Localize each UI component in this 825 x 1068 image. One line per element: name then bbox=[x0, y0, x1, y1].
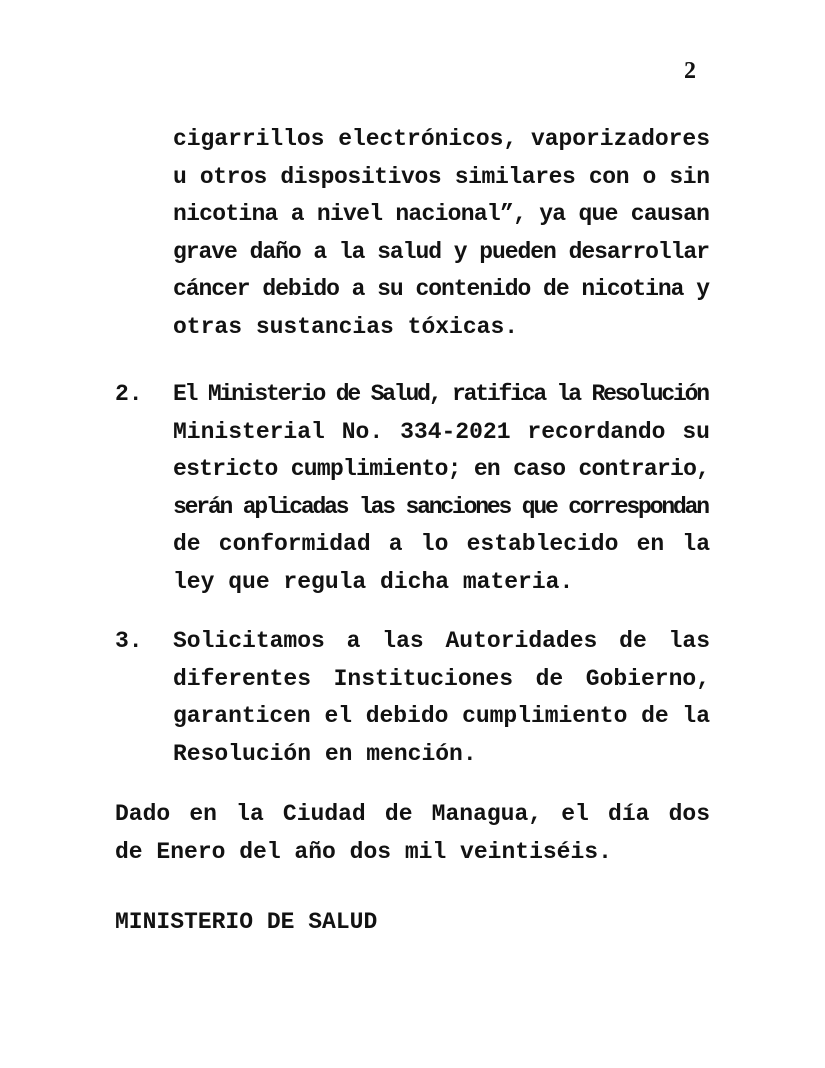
paragraph-line: de conformidad a lo establecido en la bbox=[173, 531, 710, 558]
paragraph-line: cáncer debido a su contenido de nicotina y bbox=[173, 276, 709, 303]
paragraph-line: otras sustancias tóxicas. bbox=[173, 313, 519, 340]
paragraph-line: nicotina a nivel nacional”, ya que causan bbox=[173, 201, 710, 228]
paragraph-line: grave daño a la salud y pueden desarrollar bbox=[173, 238, 709, 265]
list-item-3 bbox=[173, 623, 710, 773]
paragraph-line: estricto cumplimiento; en caso contrario, bbox=[173, 456, 710, 483]
paragraph-line: Dado en la Ciudad de Managua, el día dos bbox=[115, 801, 710, 827]
paragraph-line: ley que regula dicha materia. bbox=[173, 568, 574, 595]
signature-ministry: MINISTERIO DE SALUD bbox=[115, 909, 378, 935]
paragraph-line: serán aplicadas las sanciones que correspondan bbox=[173, 493, 708, 520]
list-item-marker: 3. bbox=[115, 628, 143, 654]
page-number: 2 bbox=[684, 58, 696, 84]
paragraph-line: de Enero del año dos mil veintiséis. bbox=[115, 838, 612, 865]
paragraph-line: El Ministerio de Salud, ratifica la Resolución bbox=[173, 381, 708, 407]
closing-paragraph bbox=[115, 796, 710, 871]
list-item-2 bbox=[173, 376, 710, 602]
paragraph-line: cigarrillos electrónicos, vaporizadores bbox=[173, 126, 710, 152]
list-item-marker: 2. bbox=[115, 381, 143, 407]
paragraph-line: Solicitamos a las Autoridades de las bbox=[173, 628, 710, 654]
paragraph-line: garanticen el debido cumplimiento de la bbox=[173, 703, 710, 730]
paragraph-line: diferentes Instituciones de Gobierno, bbox=[173, 665, 710, 692]
paragraph-line: u otros dispositivos similares con o sin bbox=[173, 163, 710, 190]
paragraph-continuation bbox=[173, 121, 710, 347]
paragraph-line: Ministerial No. 334-2021 recordando su bbox=[173, 418, 710, 445]
paragraph-line: Resolución en mención. bbox=[173, 740, 477, 767]
